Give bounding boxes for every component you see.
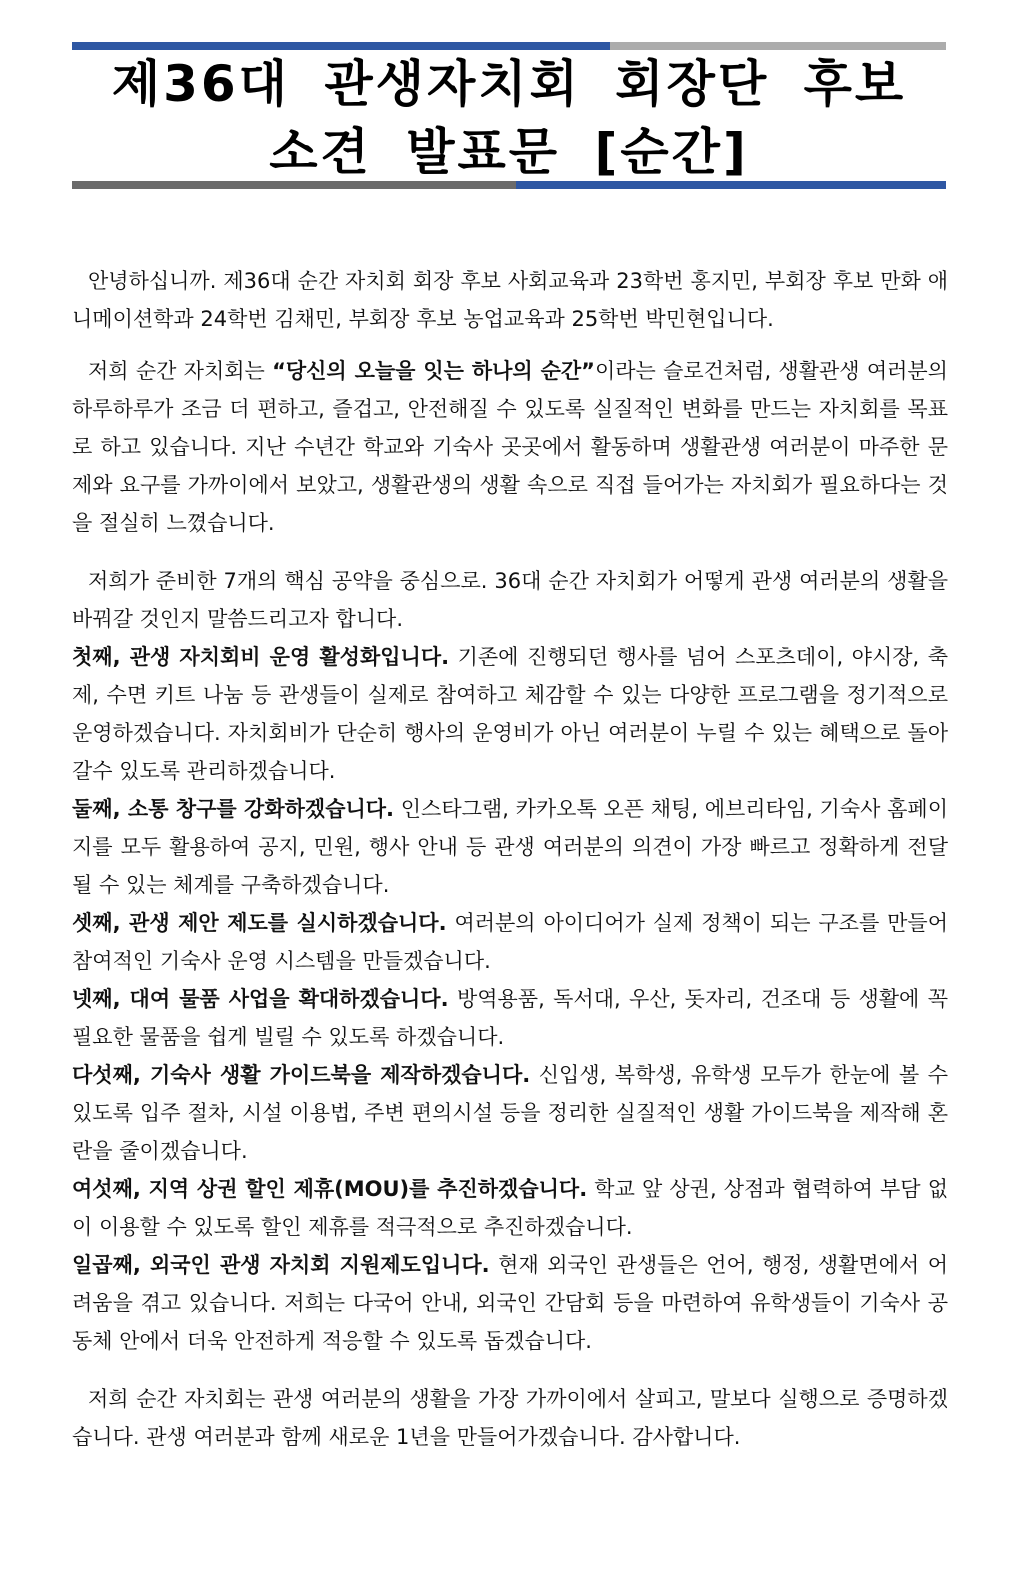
title-bottom-rule-blue [516,181,946,189]
document-body [72,262,948,1456]
pledge-text: 여러분의 아이디어가 실제 정책이 되는 구조를 만들어 참여적인 기숙사 운영 시스템을 만들겠습니다. [72,911,948,973]
pledge-heading: 셋째, 관생 제안 제도를 실시하겠습니다. [72,911,447,935]
pledge-heading: 일곱째, 외국인 관생 자치회 지원제도입니다. [72,1253,490,1277]
slogan: “당신의 오늘을 잇는 하나의 순간” [272,359,595,383]
vision-text-after: 이라는 슬로건처럼, 생활관생 여러분의 하루하루가 조금 더 편하고, 즐겁고, 안전해질 수 있도록 실질적인 변화를 만드는 자치회를 목표로 하고 있습니다. 지난 수년간 학교와 기숙사 곳곳에서 활동하며 생활관생 여러분이 마주한 문제와 요구를 가까이에서 보았고, 생활관생의 생활 속으로 직접 들어가는 자치회가 필요하다는 것을 절실히 느꼈습니다. [72,359,948,535]
title-top-rule-gray [610,42,946,50]
vision-text-before: 저희 순간 자치회는 [88,359,273,383]
pledge-heading: 넷째, 대여 물품 사업을 확대하겠습니다. [72,987,449,1011]
pledge-heading: 여섯째, 지역 상권 할인 제휴(MOU)를 추진하겠습니다. [72,1177,588,1201]
document-title-line-2: 소견 발표문 [순간] [269,123,749,181]
title-top-rule-blue [72,42,610,50]
pledge-item-1 [72,638,948,790]
pledge-text: 인스타그램, 카카오톡 오픈 채팅, 에브리타임, 기숙사 홈페이지를 모두 활용하여 공지, 민원, 행사 안내 등 관생 여러분의 의견이 가장 빠르고 정확하게 전달될 수 있는 체계를 구축하겠습니다. [72,797,948,897]
pledge-item-7 [72,1246,948,1360]
pledge-heading: 첫째, 관생 자치회비 운영 활성화입니다. [72,645,450,669]
pledge-item-3 [72,904,948,980]
title-bottom-rule [72,181,946,189]
pledge-text: 기존에 진행되던 행사를 넘어 스포츠데이, 야시장, 축제, 수면 키트 나눔 등 관생들이 실제로 참여하고 체감할 수 있는 다양한 프로그램을 정기적으로 운영하겠습니다. 자치회비가 단순히 행사의 운영비가 아닌 여러분이 누릴 수 있는 혜택으로 돌아갈수 있도록 관리하겠습니다. [72,645,948,783]
pledge-item-4 [72,980,948,1056]
pledge-item-6 [72,1170,948,1246]
pledge-text: 현재 외국인 관생들은 언어, 행정, 생활면에서 어려움을 겪고 있습니다. 저희는 다국어 안내, 외국인 간담회 등을 마련하여 유학생들이 기숙사 공동체 안에서 더욱 안전하게 적응할 수 있도록 돕겠습니다. [72,1253,948,1353]
pledge-item-5 [72,1056,948,1170]
pledge-heading: 둘째, 소통 창구를 강화하겠습니다. [72,797,395,821]
pledge-item-2 [72,790,948,904]
closing-paragraph: 저희 순간 자치회는 관생 여러분의 생활을 가장 가까이에서 살피고, 말보다 실행으로 증명하겠습니다. 관생 여러분과 함께 새로운 1년을 만들어가겠습니다. 감사합니다. [72,1387,948,1449]
document-title-line-1: 제36대 관생자치회 회장단 후보 [111,55,907,113]
pledge-text: 신입생, 복학생, 유학생 모두가 한눈에 볼 수 있도록 입주 절차, 시설 이용법, 주변 편의시설 등을 정리한 실질적인 생활 가이드북을 제작해 혼란을 줄이겠습니다. [72,1063,948,1163]
pledge-text: 학교 앞 상권, 상점과 협력하여 부담 없이 이용할 수 있도록 할인 제휴를 적극적으로 추진하겠습니다. [72,1177,948,1239]
title-top-rule [72,42,946,50]
intro-paragraph: 안녕하십니까. 제36대 순간 자치회 회장 후보 사회교육과 23학번 홍지민, 부회장 후보 만화 애니메이션학과 24학번 김채민, 부회장 후보 농업교육과 25학번 박민현입니다. [72,269,948,331]
pledges-intro-paragraph: 저희가 준비한 7개의 핵심 공약을 중심으로. 36대 순간 자치회가 어떻게 관생 여러분의 생활을 바꿔갈 것인지 말씀드리고자 합니다. [72,569,948,631]
document-title [72,50,946,186]
pledge-text: 방역용품, 독서대, 우산, 돗자리, 건조대 등 생활에 꼭 필요한 물품을 쉽게 빌릴 수 있도록 하겠습니다. [72,987,948,1049]
title-bottom-rule-gray [72,181,516,189]
pledge-heading: 다섯째, 기숙사 생활 가이드북을 제작하겠습니다. [72,1063,531,1087]
vision-paragraph [72,352,948,542]
